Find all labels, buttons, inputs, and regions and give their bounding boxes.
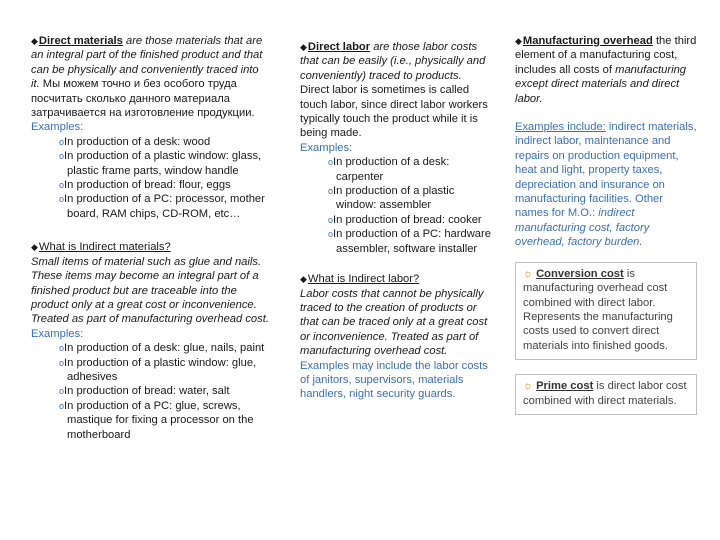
list-item: oIn production of a plastic window: glue, adhesives <box>59 356 257 383</box>
direct-labor-touch: Direct labor is sometimes is called touch labor, since direct labor workers typically touch the product while it is being made. <box>300 84 488 140</box>
list-item: oIn production of bread: flour, eggs <box>59 179 231 192</box>
indirect-labor-examples: Examples may include the labor costs of janitors, supervisors, materials handlers, night security guards. <box>300 359 488 401</box>
examples-label: Examples: <box>31 121 84 134</box>
direct-materials-russian: Мы можем точно и без особого труда посчитать сколько данного материала затрачивается на изготовление продукции. <box>31 78 255 120</box>
list-item: oIn production of bread: water, salt <box>59 385 230 398</box>
diamond-bullet-icon: ◆ <box>515 36 522 46</box>
diamond-bullet-icon: ◆ <box>31 242 38 253</box>
circle-bullet-icon: o <box>59 194 65 205</box>
column-right <box>515 34 697 415</box>
examples-include-label: Examples include: <box>515 121 606 134</box>
indirect-materials-examples <box>31 341 269 442</box>
circle-bullet-icon: o <box>328 214 334 225</box>
indirect-materials-question <box>31 240 269 254</box>
manufacturing-overhead-examples: Examples include: indirect materials, indirect labor, maintenance and repairs on production equipment, heat and light, property taxes, depreciation and insurance on manufacturing facilities. Other names for M.O.: indirect manufacturing cost, factory overhead, factory burden. <box>515 121 697 249</box>
diamond-bullet-icon: ◆ <box>300 274 307 285</box>
sun-icon: ☼ <box>523 267 534 280</box>
circle-bullet-icon: o <box>59 357 65 368</box>
list-item: oIn production of a plastic window: glass, plastic frame parts, window handle <box>59 150 262 177</box>
conversion-cost-box: ☼ Conversion cost is manufacturing overhead cost combined with direct labor. Represents the manufacturing costs used to convert direct materials into finished goods. <box>515 262 697 360</box>
prime-cost-box: ☼ Prime cost is direct labor cost combined with direct materials. <box>515 374 697 415</box>
circle-bullet-icon: o <box>59 136 65 147</box>
circle-bullet-icon: o <box>59 400 65 411</box>
column-left <box>31 34 269 442</box>
sun-icon: ☼ <box>523 380 534 393</box>
examples-label: Examples: <box>300 141 353 154</box>
term-prime-cost: Prime cost <box>536 380 594 393</box>
circle-bullet-icon: o <box>59 180 65 191</box>
list-item: oIn production of a desk: wood <box>59 135 211 148</box>
term-direct-materials: Direct materials <box>38 35 123 47</box>
diamond-bullet-icon: ◆ <box>31 36 38 46</box>
circle-bullet-icon: o <box>59 151 65 162</box>
list-item: oIn production of a PC: processor, mother board, RAM chips, CD-ROM, etc… <box>59 193 265 220</box>
diamond-bullet-icon: ◆ <box>300 42 307 52</box>
manufacturing-overhead-definition: ◆Manufacturing overhead the third element of a manufacturing cost, includes all costs of manufacturing except direct materials and direct labor. <box>515 35 697 105</box>
column-middle <box>300 40 492 402</box>
indirect-materials-heading: What is Indirect materials? <box>38 241 171 254</box>
term-conversion-cost: Conversion cost <box>536 267 624 280</box>
direct-labor-def: are those labor costs that can be easily (i.e., physically and conveniently) traced to products. <box>300 41 486 82</box>
term-direct-labor: Direct labor <box>307 41 371 53</box>
indirect-labor-question <box>300 272 492 286</box>
circle-bullet-icon: o <box>328 186 334 197</box>
indirect-materials-definition: Small items of material such as glue and nails. These items may become an integral part of a finished product but are traceable into the product only at a great cost or inconvenience. Treated as part of manufacturing overhead cost. <box>31 255 269 326</box>
list-item: oIn production of a PC: hardware assembler, software installer <box>328 228 491 255</box>
circle-bullet-icon: o <box>328 229 334 240</box>
indirect-labor-definition: Labor costs that cannot be physically traced to the creation of products or that can be traced only at a great cost or inconvenience. Treated as part of manufacturing overhead cost. Examples may include the labor costs of janitors, supervisors, materials handlers, night security guards. <box>300 287 488 401</box>
direct-labor-examples <box>300 155 492 256</box>
list-item: oIn production of a plastic window: assembler <box>328 185 455 212</box>
list-item: oIn production of a desk: carpenter <box>328 156 450 183</box>
examples-label: Examples: <box>31 327 84 340</box>
circle-bullet-icon: o <box>59 343 65 354</box>
term-manufacturing-overhead: Manufacturing overhead <box>522 35 653 47</box>
circle-bullet-icon: o <box>59 386 65 397</box>
direct-materials-def: are those materials that are an integral part of the finished product and that can be physically and conveniently traced into it. <box>31 35 263 91</box>
list-item: oIn production of a PC: glue, screws, mastique for fixing a processor on the motherboard <box>59 399 254 441</box>
indirect-labor-heading: What is Indirect labor? <box>307 273 420 286</box>
list-item: oIn production of a desk: glue, nails, paint <box>59 342 265 355</box>
direct-materials-examples <box>31 135 269 221</box>
direct-labor-definition <box>300 40 492 141</box>
circle-bullet-icon: o <box>328 157 334 168</box>
list-item: oIn production of bread: cooker <box>328 213 482 226</box>
direct-materials-definition <box>31 34 269 120</box>
